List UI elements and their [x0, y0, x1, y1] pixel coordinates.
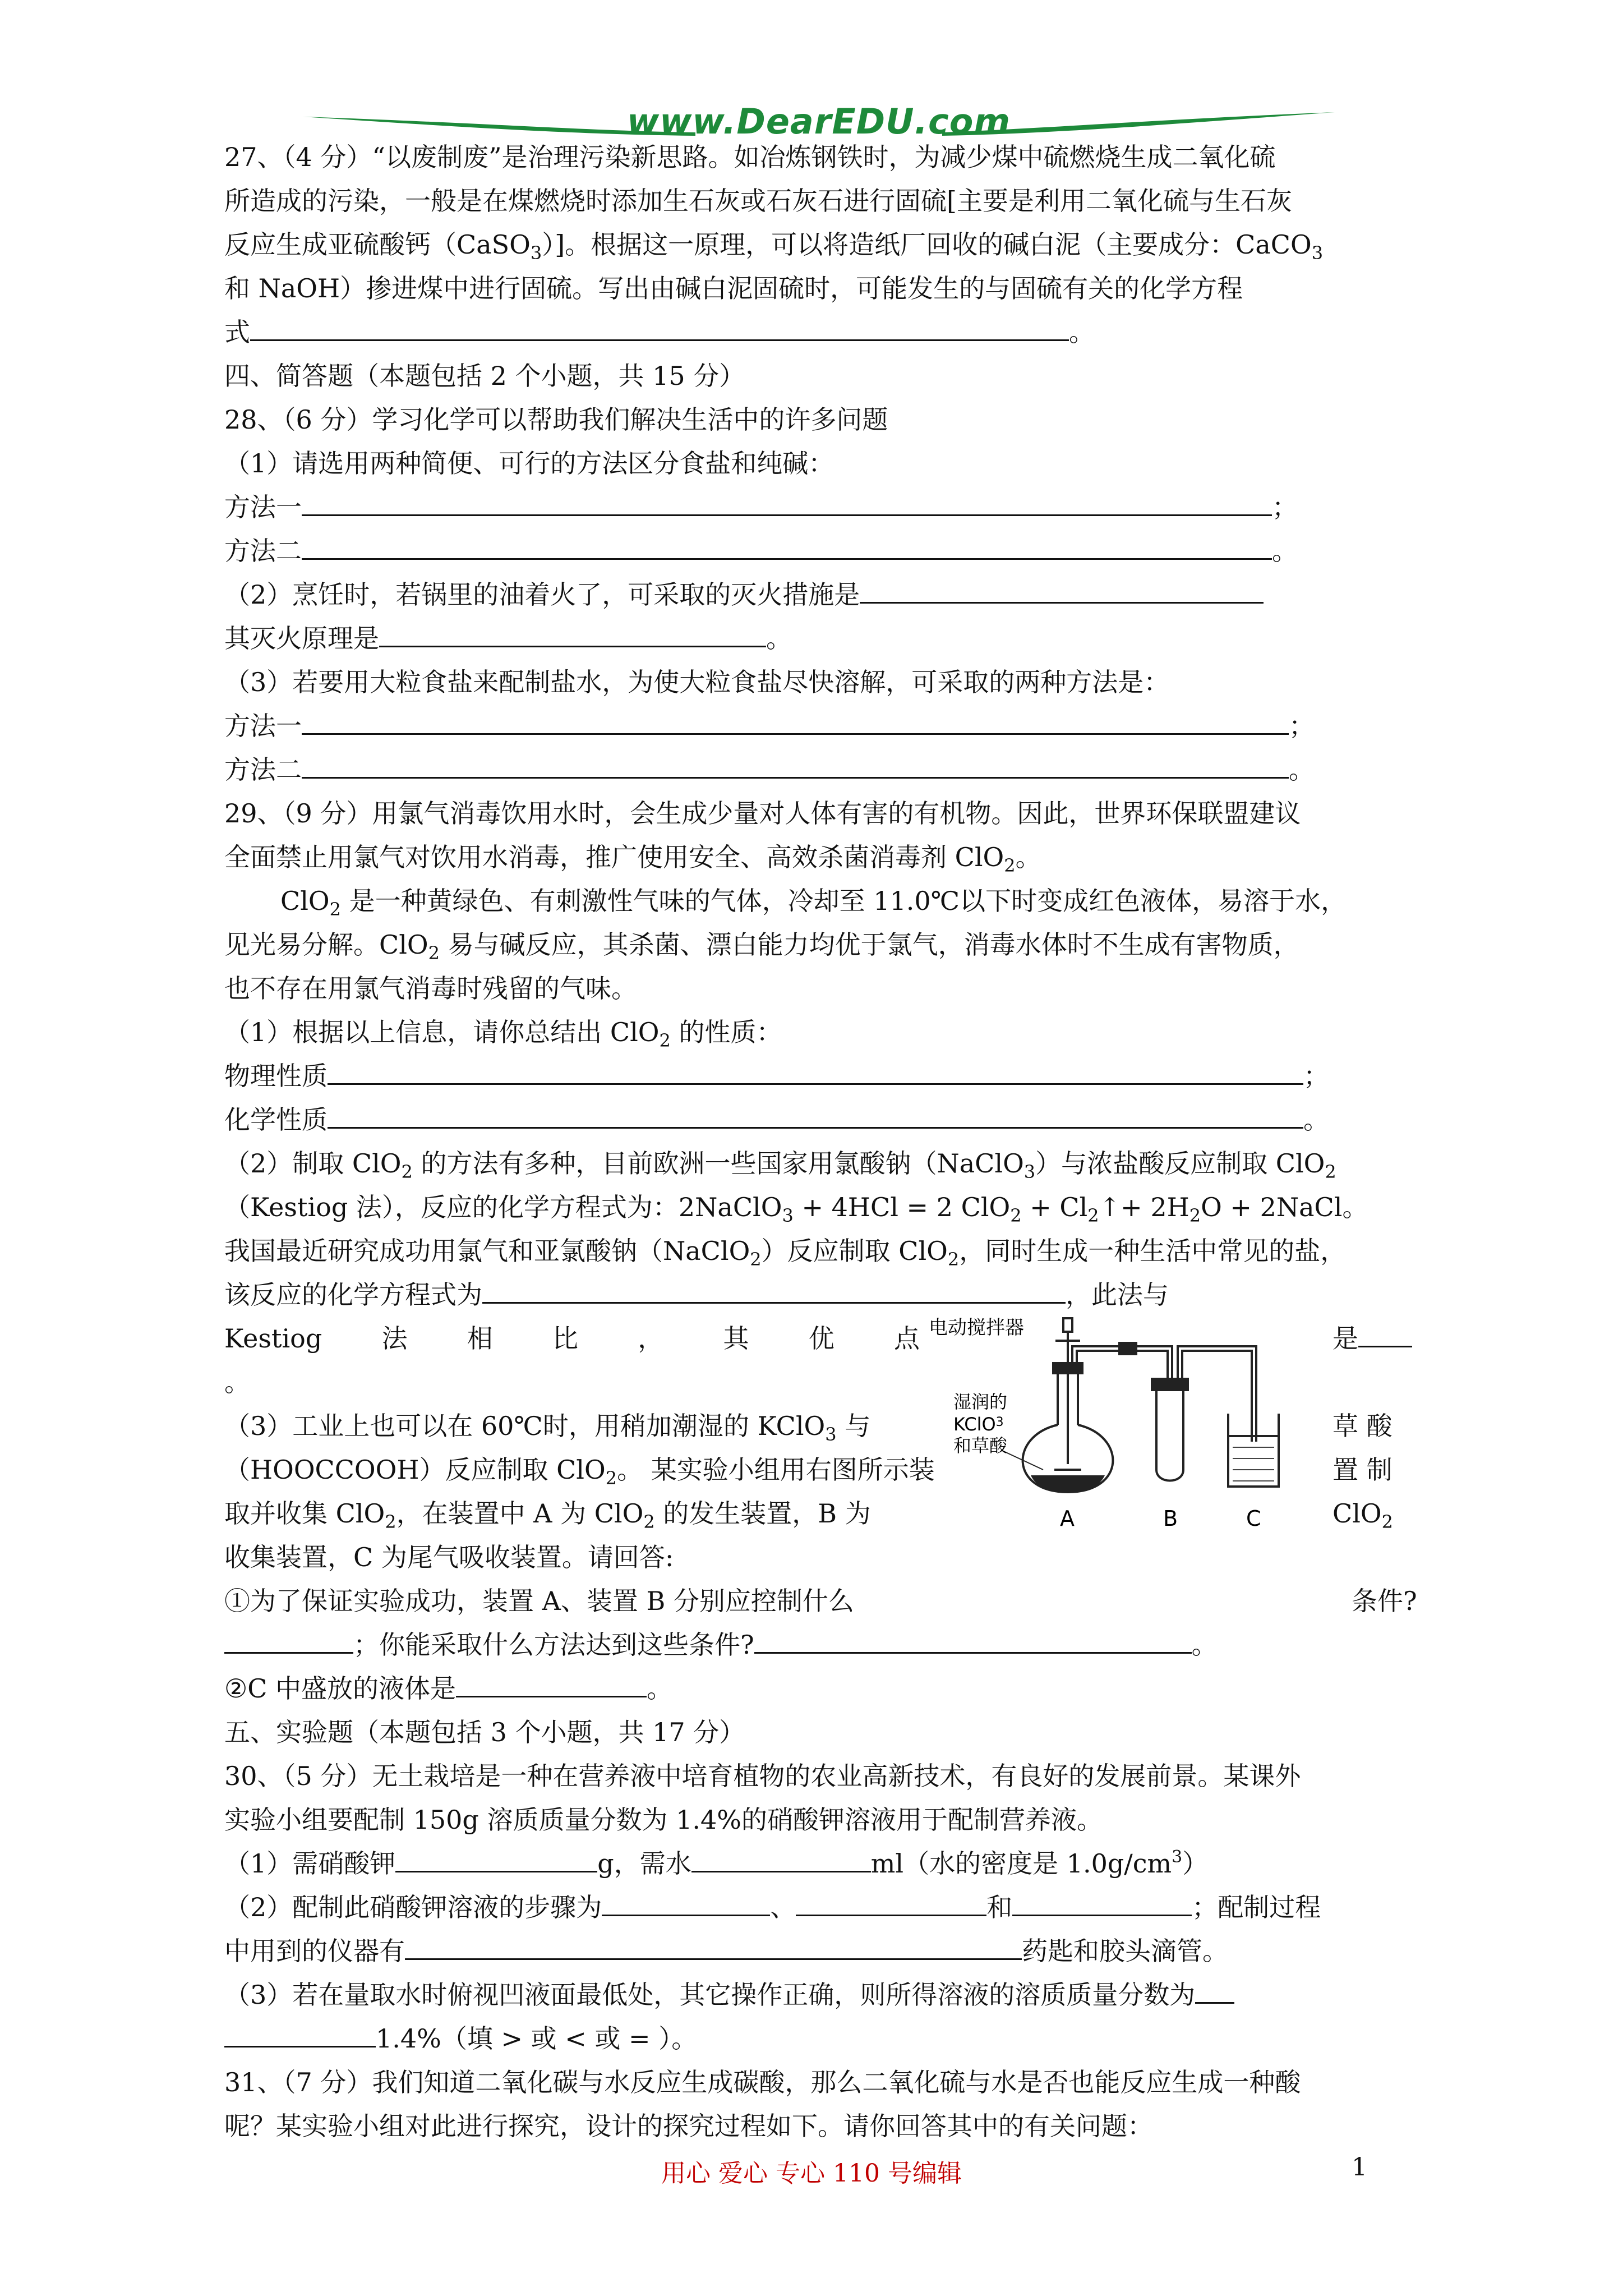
- q29-physical-blank[interactable]: [328, 1061, 1303, 1085]
- section5-heading: 五、实验题（本题包括 3 个小题，共 17 分）: [224, 1717, 745, 1747]
- q28-method2-blank[interactable]: [302, 536, 1272, 560]
- q29-sub1-right: 条件?: [1352, 1586, 1417, 1616]
- q28-method4-blank[interactable]: [302, 754, 1289, 779]
- fig-reagent-line1: 湿润的: [953, 1391, 1008, 1412]
- q28-fire-principle-blank[interactable]: [379, 623, 766, 647]
- section4-heading: 四、简答题（本题包括 2 个小题，共 15 分）: [224, 361, 745, 391]
- q27-answer-blank[interactable]: [250, 317, 1069, 341]
- q27-line3: 反应生成亚硫酸钙（CaSO$_3$）]。根据这一原理，可以将造纸厂回收的碱白泥（主要成分：CaCO$_3$: [224, 229, 1324, 264]
- q30-kno3-mass-blank[interactable]: [395, 1848, 597, 1872]
- q29-advantage-period: 。: [224, 1367, 250, 1397]
- fig-reagent-line3: 和草酸: [953, 1435, 1008, 1456]
- q29-part3-line1: （3）工业上也可以在 60℃时，用稍加潮湿的 KClO$_3$ 与: [224, 1411, 871, 1445]
- q31-line1: 31、（7 分）我们知道二氧化碳与水反应生成碳酸，那么二氧化硫与水是否也能反应生成一种酸: [224, 2067, 1301, 2097]
- q27-line1: 27、（4 分）“以废制废”是治理污染新思路。如冶炼钢铁时，为减少煤中硫燃烧生成二氧化硫: [224, 142, 1276, 172]
- q29-line4: 见光易分解。ClO$_2$ 易与碱反应，其杀菌、漂白能力均优于氯气，消毒水体时不生成有害物质，: [224, 930, 1299, 964]
- q29-part3-line3-right: ClO$_2$: [1332, 1498, 1393, 1533]
- q31-line2: 呢？某实验小组对此进行探究，设计的探究过程如下。请你回答其中的有关问题：: [224, 2111, 1153, 2141]
- q29-part2: （2）制取 ClO$_2$ 的方法有多种，目前欧洲一些国家用氯酸钠（NaClO$_3$）与浓盐酸反应制取 ClO$_2$: [224, 1148, 1336, 1182]
- q29-methods-blank[interactable]: [754, 1630, 1192, 1654]
- fig-label-c: C: [1246, 1506, 1261, 1531]
- q29-china-equation: 该反应的化学方程式为 ，此法与: [224, 1280, 1169, 1310]
- q28-part2: （2）烹饪时，若锅里的油着火了，可采取的灭火措施是: [224, 579, 1264, 610]
- q30-part1: （1）需硝酸钾 g，需水 ml（水的密度是 $1.0g/cm^3$）: [224, 1847, 1209, 1879]
- q30-compare-blank-start[interactable]: [1195, 1980, 1234, 2004]
- q27-line4: 和 NaOH）掺进煤中进行固硫。写出由碱白泥固硫时，可能发生的与固硫有关的化学方程: [224, 273, 1243, 303]
- q29-kestiog-equation: （Kestiog 法），反应的化学方程式为：2NaClO$_3$ + 4HCl = 2 $ClO_2 + Cl_2↑+ 2H_2O$ + 2NaCl。: [224, 1192, 1368, 1226]
- q28-method3-blank[interactable]: [302, 711, 1289, 735]
- q29-liquid-blank[interactable]: [456, 1673, 647, 1697]
- q30-part2: （2）配制此硝酸钾溶液的步骤为 、 和 ；配制过程: [224, 1892, 1321, 1922]
- apparatus-figure: [925, 1307, 1290, 1543]
- q30-line1: 30、（5 分）无土栽培是一种在营养液中培育植物的农业高新技术，有良好的发展前景。某课外: [224, 1761, 1301, 1791]
- q30-step2-blank[interactable]: [796, 1892, 986, 1916]
- q29-line5: 也不存在用氯气消毒时残留的气味。: [224, 973, 637, 1004]
- q29-part3-line3: 取并收集 ClO$_2$，在装置中 A 为 ClO$_2$ 的发生装置，B 为: [224, 1498, 871, 1533]
- q28-title: 28、（6 分）学习化学可以帮助我们解决生活中的许多问题: [224, 404, 888, 435]
- q28-method1: 方法一 ；: [224, 492, 1298, 522]
- q29-part3-line2: （HOOCCOOH）反应制取 ClO$_2$。 某实验小组用右图所示装: [224, 1455, 935, 1489]
- q28-fire-measure-blank[interactable]: [860, 579, 1264, 604]
- q29-part3-line4: 收集装置，C 为尾气吸收装置。请回答:: [224, 1542, 674, 1572]
- q30-step1-blank[interactable]: [602, 1892, 770, 1916]
- fig-label-a: A: [1060, 1506, 1075, 1531]
- q28-method4: 方法二 。: [224, 754, 1315, 785]
- fig-stirrer-label: 电动搅拌器: [929, 1317, 1024, 1339]
- q29-line2: 全面禁止用氯气对饮用水消毒，推广使用安全、高效杀菌消毒剂 ClO$_2$。: [224, 842, 1041, 876]
- q29-sub1: ①为了保证实验成功，装置 A、装置 B 分别应控制什么: [224, 1586, 854, 1616]
- q29-advantage-blank[interactable]: [1358, 1323, 1412, 1347]
- q29-sub2: ②C 中盛放的液体是 。: [224, 1673, 673, 1704]
- q29-conditions-blank[interactable]: [224, 1630, 353, 1654]
- q29-line1: 29、（9 分）用氯气消毒饮用水时，会生成少量对人体有害的有机物。因此，世界环保联盟建议: [224, 798, 1301, 829]
- q30-water-volume-blank[interactable]: [691, 1848, 871, 1872]
- q29-part3-line2-right: 置 制: [1332, 1455, 1393, 1485]
- fig-reagent-line2: KClO$^3$: [953, 1414, 1004, 1435]
- q29-sub1b: ；你能采取什么方法达到这些条件? 。: [224, 1629, 1218, 1660]
- q28-method3: 方法一 ；: [224, 711, 1315, 741]
- q29-advantage-end: 是: [1332, 1323, 1412, 1354]
- q29-chemical: 化学性质 。: [224, 1105, 1329, 1135]
- footer-editor-note: 用心 爱心 专心 110 号编辑: [661, 2159, 962, 2188]
- q29-china-method: 我国最近研究成功用氯气和亚氯酸钠（NaClO$_2$）反应制取 ClO$_2$，同时生成一种生活中常见的盐，: [224, 1236, 1347, 1270]
- q27-line5: 式 。: [224, 317, 1095, 347]
- q28-method1-blank[interactable]: [302, 492, 1272, 516]
- q29-part3-line1-right: 草 酸: [1332, 1411, 1393, 1441]
- q29-equation-blank[interactable]: [482, 1280, 1066, 1304]
- q30-compare-blank[interactable]: [224, 2023, 376, 2047]
- q28-part2b: 其灭火原理是 。: [224, 623, 792, 654]
- apparatus-diagram: [925, 1307, 1290, 1543]
- page-number: 1: [1352, 2153, 1367, 2182]
- fig-label-b: B: [1163, 1506, 1178, 1531]
- q30-instruments-blank[interactable]: [405, 1936, 1022, 1960]
- q30-part3-line2: 1.4%（填 > 或 < 或 = ）。: [224, 2023, 697, 2054]
- q29-part1: （1）根据以上信息，请你总结出 ClO$_2$ 的性质：: [224, 1017, 782, 1051]
- q27-line2: 所造成的污染，一般是在煤燃烧时添加生石灰或石灰石进行固硫[主要是利用二氧化硫与生石灰: [224, 186, 1292, 216]
- q29-chemical-blank[interactable]: [328, 1105, 1303, 1129]
- q28-method2: 方法二 。: [224, 536, 1298, 566]
- q30-part2-line2: 中用到的仪器有 药匙和胶头滴管。: [224, 1936, 1228, 1966]
- q29-kestiog-compare: Kestiog 法 相 比 ， 其 优 点: [224, 1323, 920, 1354]
- q30-step3-blank[interactable]: [1012, 1892, 1192, 1916]
- q29-physical: 物理性质 ；: [224, 1061, 1329, 1091]
- q30-part3: （3）若在量取水时俯视凹液面最低处，其它操作正确，则所得溶液的溶质质量分数为: [224, 1979, 1234, 2010]
- q28-part3: （3）若要用大粒食盐来配制盐水，为使大粒食盐尽快溶解，可采取的两种方法是：: [224, 667, 1170, 697]
- q29-line3: ClO$_2$ 是一种黄绿色、有刺激性气味的气体，冷却至 11.0℃以下时变成红色液体，易溶于水，: [280, 886, 1347, 920]
- q28-part1: （1）请选用两种简便、可行的方法区分食盐和纯碱：: [224, 448, 834, 478]
- site-name[interactable]: www.DearEDU.com: [626, 101, 1011, 142]
- q30-line2: 实验小组要配制 150g 溶质质量分数为 1.4%的硝酸钾溶液用于配制营养液。: [224, 1805, 1103, 1835]
